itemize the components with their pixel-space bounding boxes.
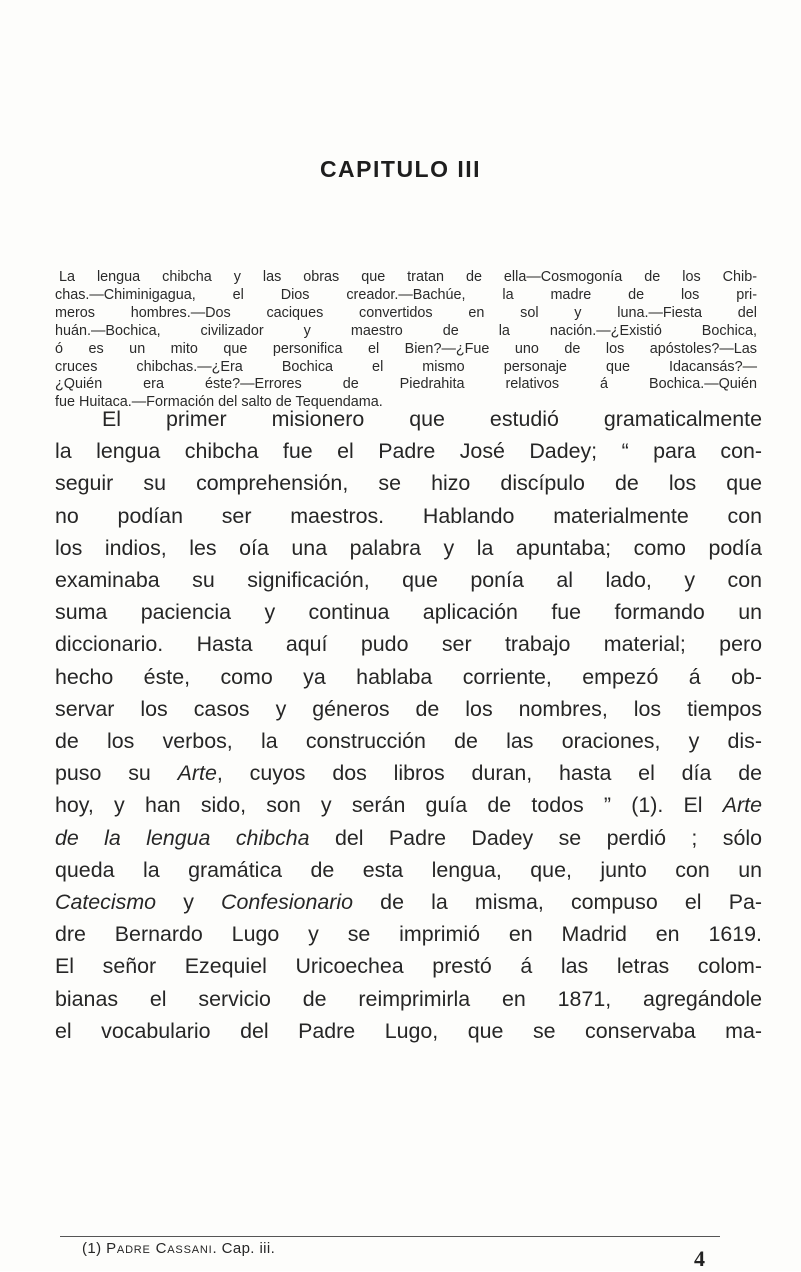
body-line: el vocabulario del Padre Lugo, que se conservaba ma- [55,1018,762,1043]
body-line [55,757,762,789]
body-line: bianas el servicio de reimprimirla en 1871, agregándole [55,986,762,1011]
footnote [82,1240,275,1257]
body-line: examinaba su significación, que ponía al lado, y con [55,568,762,593]
body-line: seguir su comprehensión, se hizo discípulo de los que [55,471,762,496]
italic-title: Catecismo [55,890,157,915]
body-line: diccionario. Hasta aquí pudo ser trabajo material; pero [55,632,762,657]
footnote-marker: (1) [82,1240,102,1257]
body-line [55,822,762,854]
summary-line: cruces chibchas.—¿Era Bochica el mismo personaje que Idacansás?— [55,358,757,375]
body-line: dre Bernardo Lugo y se imprimió en Madrid en 1619. [55,922,762,947]
chapter-summary [55,269,757,412]
body-line [55,886,762,918]
body-line: los indios, les oía una palabra y la apuntaba; como podía [55,535,762,560]
summary-line: chas.—Chiminigagua, el Dios creador.—Bachúe, la madre de los pri- [55,286,757,303]
footnote-author: Padre Cassani [106,1240,213,1257]
body-line: no podían ser maestros. Hablando materialmente con [55,503,762,528]
text-run: de la misma, compuso el Pa- [353,890,762,915]
body-line: de los verbos, la construcción de las oraciones, y dis- [55,729,762,754]
footnote-divider [60,1236,720,1237]
body-line: El señor Ezequiel Uricoechea prestó á las letras colom- [55,954,762,979]
italic-title: Arte [722,793,762,818]
italic-title: de la lengua chibcha [55,825,310,850]
summary-line: ¿Quién era éste?—Errores de Piedrahita relativos á Bochica.—Quién [55,376,757,393]
summary-line: huán.—Bochica, civilizador y maestro de la nación.—¿Existió Bochica, [55,322,757,339]
summary-line: ó es un mito que personifica el Bien?—¿Fue uno de los apóstoles?—Las [55,340,757,357]
text-run: y [156,890,222,915]
body-line: servar los casos y géneros de los nombres, los tiempos [55,696,762,721]
summary-line: fue Huitaca.—Formación del salto de Tequendama. [55,394,383,411]
body-paragraph [55,403,762,1047]
italic-title: Confesionario [221,890,354,915]
summary-line: meros hombres.—Dos caciques convertidos en sol y luna.—Fiesta del [55,304,757,321]
text-run: , cuyos dos libros duran, hasta el día de [216,761,762,786]
signature-mark: 4 [694,1246,705,1271]
text-run: hoy, y han sido, son y serán guía de todos ” (1). El [55,793,723,818]
body-line: hecho éste, como ya hablaba corriente, empezó á ob- [55,664,762,689]
chapter-title: CAPITULO III [319,156,482,182]
body-line: la lengua chibcha fue el Padre José Dadey; “ para con- [55,439,762,464]
summary-line: La lengua chibcha y las obras que tratan de ella—Cosmogonía de los Chib- [59,269,757,285]
body-line: queda la gramática de esta lengua, que, junto con un [55,857,762,882]
text-run: puso su [55,761,178,786]
body-line: El primer misionero que estudió gramaticalmente [102,407,762,431]
italic-title: Arte [177,761,217,786]
body-line: suma paciencia y continua aplicación fue formando un [55,600,762,625]
text-run: del Padre Dadey se perdió ; sólo [309,825,763,850]
body-line [55,789,762,821]
footnote-reference: . Cap. iii. [212,1240,276,1257]
